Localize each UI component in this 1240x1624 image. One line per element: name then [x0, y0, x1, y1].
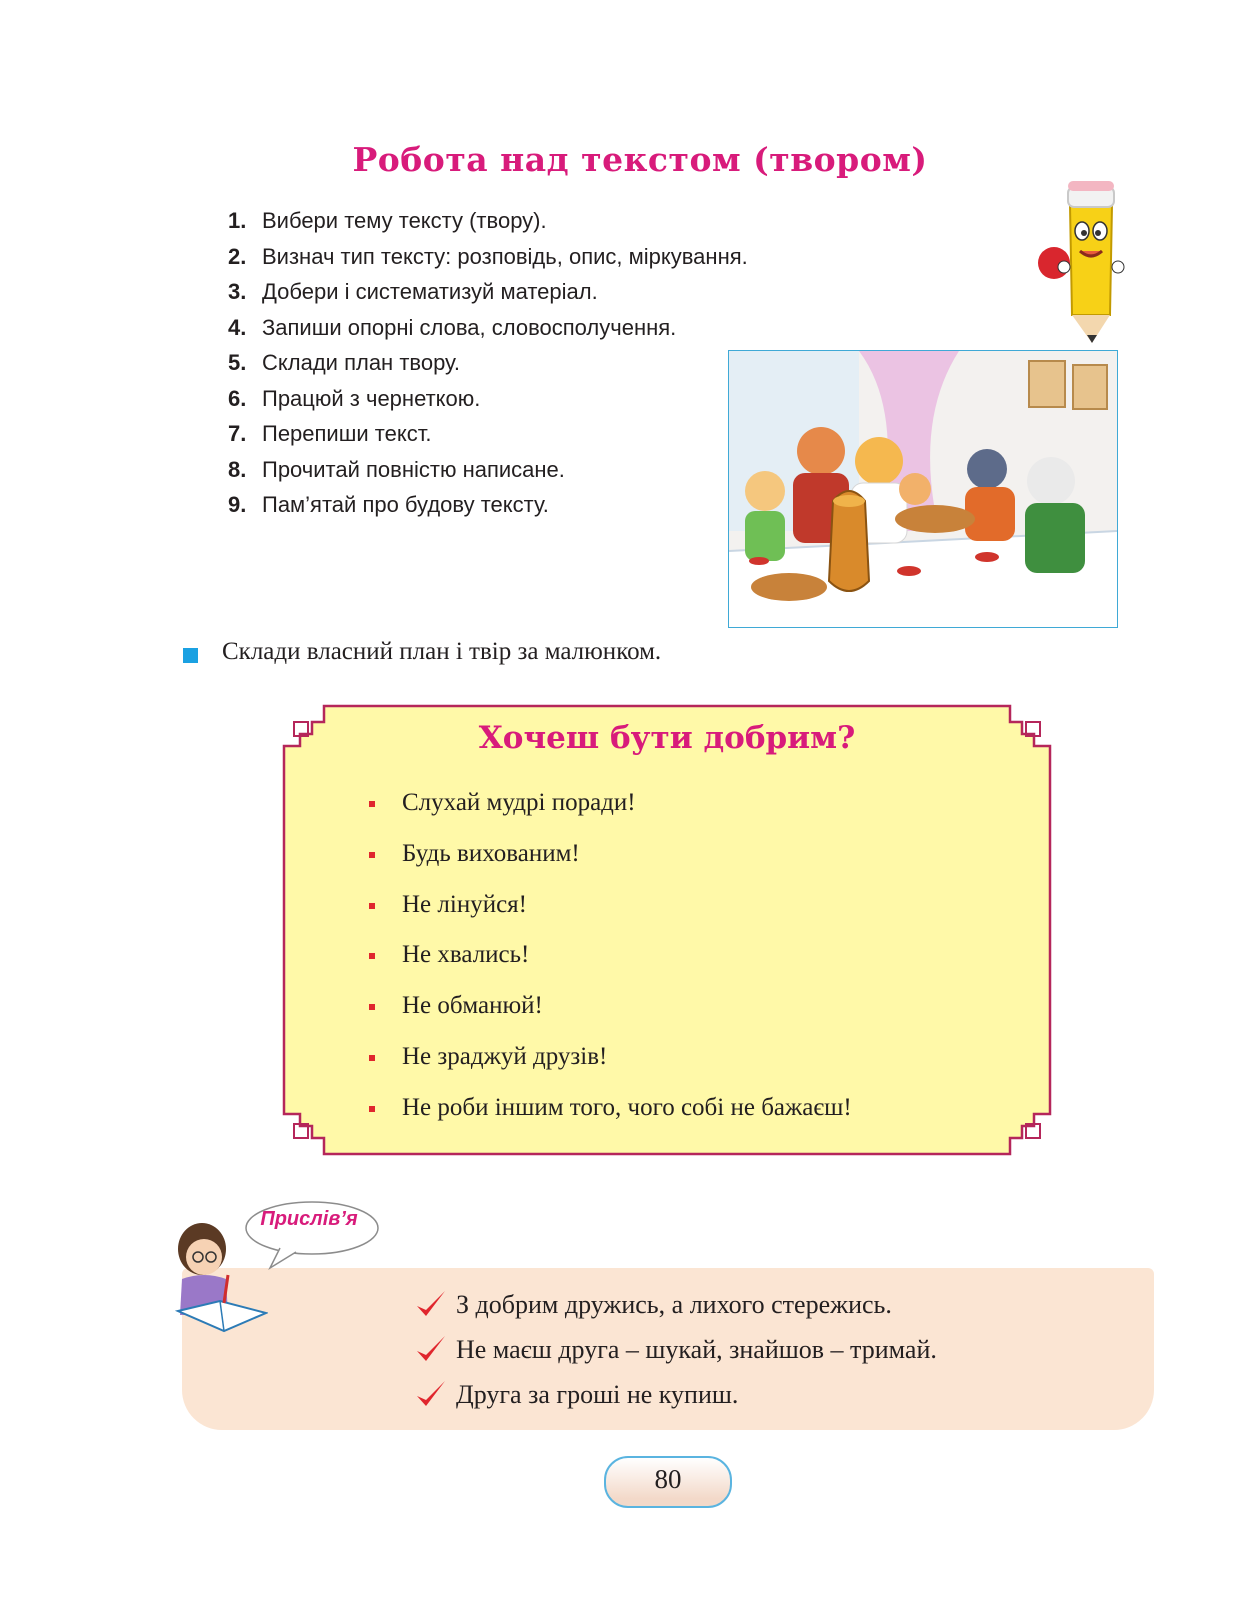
- pencil-mascot-icon: [1036, 165, 1136, 345]
- list-item: [228, 345, 748, 381]
- step-number: 6.: [228, 385, 247, 411]
- checkmark-icon: [414, 1378, 448, 1410]
- rule-text: Не роби іншим того, чого собі не бажаєш!: [402, 1093, 852, 1121]
- list-item: [228, 416, 748, 452]
- bullet-icon: [369, 1106, 375, 1112]
- list-item: [228, 452, 748, 488]
- list-item: [365, 930, 852, 981]
- list-item: [228, 274, 748, 310]
- proverbs-list: [414, 1282, 937, 1417]
- kindness-rules-list: [365, 778, 852, 1134]
- step-text: Склади план твору.: [262, 350, 460, 375]
- step-text: Працюй з чернеткою.: [262, 385, 481, 411]
- list-item: [228, 381, 748, 417]
- list-item: [414, 1282, 937, 1327]
- task-text: Склади власний план і твір за малюнком.: [222, 638, 662, 665]
- list-item: [228, 487, 748, 523]
- kindness-title: Хочеш бути добрим?: [478, 720, 856, 756]
- list-item: [414, 1372, 937, 1417]
- list-item: [365, 1083, 852, 1134]
- bullet-icon: [369, 903, 375, 909]
- bullet-icon: [369, 953, 375, 959]
- list-item: [365, 1032, 852, 1083]
- rule-text: Не лінуйся!: [402, 890, 527, 918]
- list-item: [228, 203, 748, 239]
- bullet-icon: [369, 801, 375, 807]
- page-number: 80: [654, 1464, 682, 1494]
- checkmark-icon: [414, 1333, 448, 1365]
- square-bullet-icon: [183, 648, 198, 663]
- step-number: 3.: [228, 279, 247, 304]
- proverb-text: З добрим дружись, а лихого стережись.: [456, 1290, 892, 1319]
- checkmark-icon: [414, 1288, 448, 1320]
- step-text: Пам’ятай про будову тексту.: [262, 492, 549, 517]
- rule-text: Не обманюй!: [402, 992, 543, 1020]
- proverbs-label: Прислів’я: [260, 1208, 358, 1230]
- step-number: 5.: [228, 350, 247, 375]
- bullet-icon: [369, 1055, 375, 1061]
- step-number: 2.: [228, 243, 247, 269]
- steps-list: [228, 203, 748, 523]
- rule-text: Слухай мудрі поради!: [402, 789, 636, 816]
- step-number: 4.: [228, 314, 247, 340]
- rule-text: Не зраджуй друзів!: [402, 1042, 608, 1070]
- list-item: [228, 310, 748, 346]
- rule-text: Будь вихованим!: [402, 839, 580, 867]
- list-item: [365, 829, 852, 880]
- bullet-icon: [369, 1004, 375, 1010]
- step-text: Добери і систематизуй матеріал.: [262, 279, 598, 304]
- step-text: Запиши опорні слова, словосполучення.: [262, 314, 677, 340]
- step-text: Визнач тип тексту: розповідь, опис, міркування.: [262, 243, 748, 269]
- list-item: [365, 778, 852, 829]
- step-number: 1.: [228, 208, 247, 233]
- step-number: 8.: [228, 456, 247, 482]
- step-text: Вибери тему тексту (твору).: [262, 208, 547, 233]
- bullet-icon: [369, 852, 375, 858]
- list-item: [414, 1327, 937, 1372]
- family-tea-illustration: [728, 350, 1118, 628]
- step-text: Перепиши текст.: [262, 421, 432, 446]
- list-item: [365, 880, 852, 931]
- section-title: Робота над текстом (твором): [352, 140, 928, 179]
- step-number: 7.: [228, 421, 247, 446]
- rule-text: Не хвались!: [402, 941, 530, 969]
- step-text: Прочитай повністю написане.: [262, 456, 565, 482]
- step-number: 9.: [228, 492, 247, 517]
- proverb-text: Не маєш друга – шукай, знайшов – тримай.: [456, 1335, 937, 1364]
- girl-reading-icon: [168, 1215, 268, 1340]
- list-item: [365, 981, 852, 1032]
- list-item: [228, 239, 748, 275]
- proverb-text: Друга за гроші не купиш.: [456, 1380, 739, 1409]
